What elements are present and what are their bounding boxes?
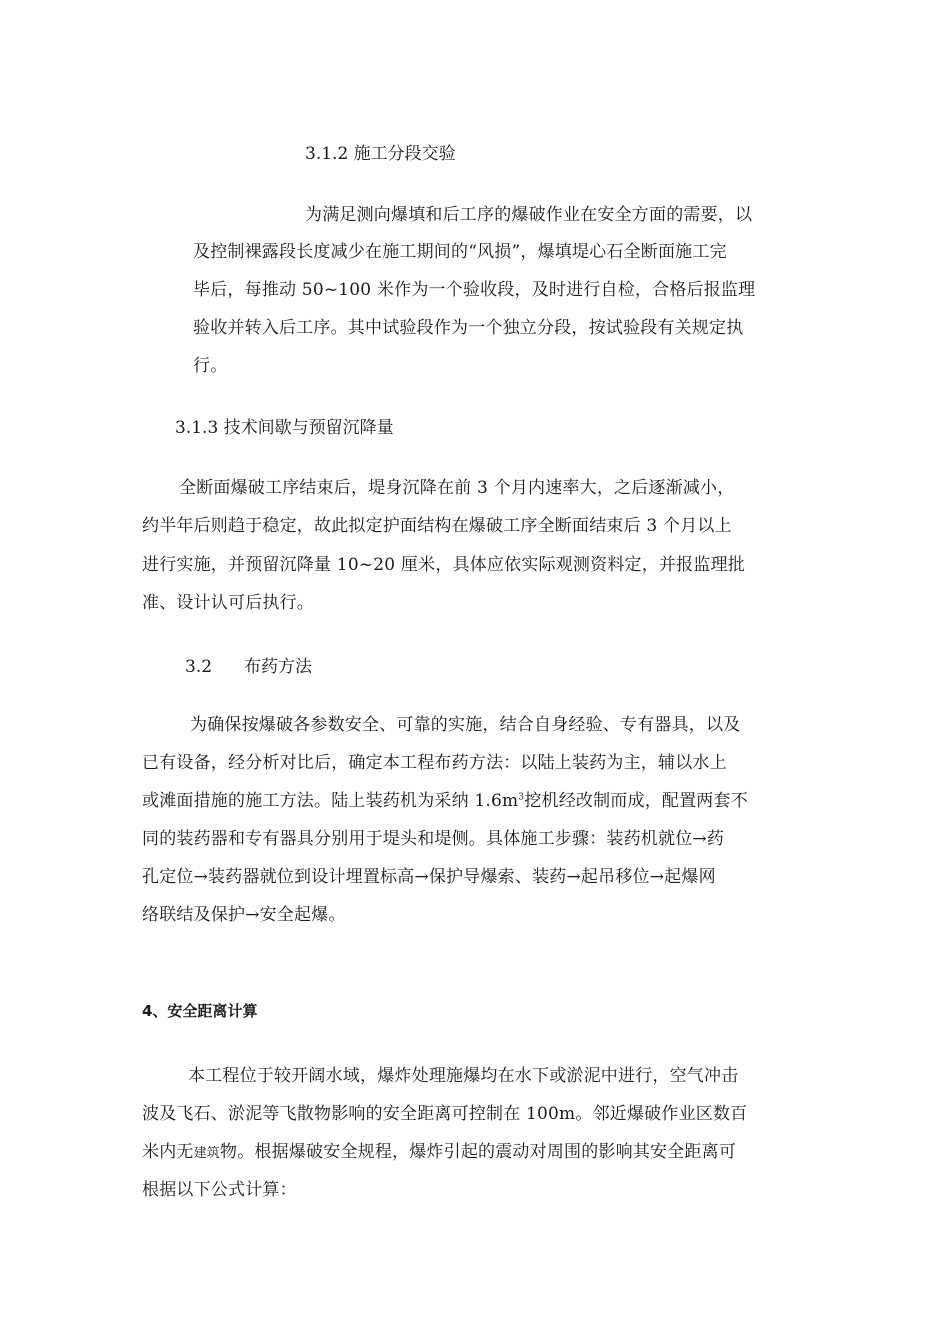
text-segment: 物。根据爆破安全规程，爆炸引起的震动对周围的影响其安全距离可 bbox=[220, 1142, 737, 1162]
paragraph-line: 本工程位于较开阔水域，爆炸处理施爆均在水下或淤泥中进行，空气冲击 bbox=[188, 1066, 739, 1086]
paragraph-line bbox=[142, 1140, 736, 1166]
paragraph-line: 为满足测向爆填和后工序的爆破作业在安全方面的需要，以 bbox=[305, 205, 753, 225]
paragraph-line: 进行实施，并预留沉降量 10~20 厘米，具体应依实际观测资料定，并报监理批 bbox=[142, 555, 745, 575]
section-3-1-3-heading: 3.1.3 技术间歇与预留沉降量 bbox=[175, 418, 394, 438]
text-segment: 米内无 bbox=[142, 1142, 194, 1162]
section-4-heading: 4、安全距离计算 bbox=[142, 1002, 258, 1020]
paragraph-line: 根据以下公式计算： bbox=[142, 1180, 297, 1200]
text-segment: 或滩面措施的施工方法。陆上装药机为采纳 1.6 bbox=[142, 791, 503, 811]
paragraph-line: 为确保按爆破各参数安全、可靠的实施，结合自身经验、专有器具，以及 bbox=[190, 715, 741, 735]
paragraph-line: 络联结及保护→安全起爆。 bbox=[142, 905, 346, 925]
paragraph-line: 孔定位→装药器就位到设计埋置标高→保护导爆索、装药→起吊移位→起爆网 bbox=[142, 867, 716, 887]
paragraph-line: 毕后，每推动 50~100 米作为一个验收段，及时进行自检，合格后报监理 bbox=[193, 280, 756, 300]
paragraph-line: 已有设备，经分析对比后，确定本工程布药方法：以陆上装药为主，辅以水上 bbox=[142, 753, 727, 773]
text-segment: 挖机经改制而成，配置两套不 bbox=[524, 791, 748, 811]
section-3-1-2-heading: 3.1.2 施工分段交验 bbox=[305, 144, 456, 164]
paragraph-line bbox=[142, 789, 748, 813]
section-3-2-title: 布药方法 bbox=[244, 657, 312, 677]
paragraph-line: 波及飞石、淤泥等飞散物影响的安全距离可控制在 100m。邻近爆破作业区数百 bbox=[142, 1104, 748, 1124]
unit-symbol: m bbox=[502, 791, 519, 811]
small-text: 建筑 bbox=[193, 1146, 221, 1161]
paragraph-line: 准、设计认可后执行。 bbox=[142, 593, 314, 613]
paragraph-line: 约半年后则趋于稳定，故此拟定护面结构在爆破工序全断面结束后 3 个月以上 bbox=[142, 516, 732, 536]
section-3-2-number: 3.2 bbox=[185, 657, 213, 677]
paragraph-line: 验收并转入后工序。其中试验段作为一个独立分段，按试验段有关规定执 bbox=[193, 318, 744, 338]
superscript-3: 3 bbox=[518, 792, 525, 803]
paragraph-line: 同的装药器和专有器具分别用于堤头和堤侧。具体施工步骤：装药机就位→药 bbox=[142, 829, 725, 849]
paragraph-line: 全断面爆破工序结束后，堤身沉降在前 3 个月内速率大，之后逐渐减小， bbox=[179, 478, 735, 498]
paragraph-line: 及控制裸露段长度减少在施工期间的“风损”，爆填堤心石全断面施工完 bbox=[193, 242, 727, 262]
paragraph-line: 行。 bbox=[193, 356, 228, 376]
